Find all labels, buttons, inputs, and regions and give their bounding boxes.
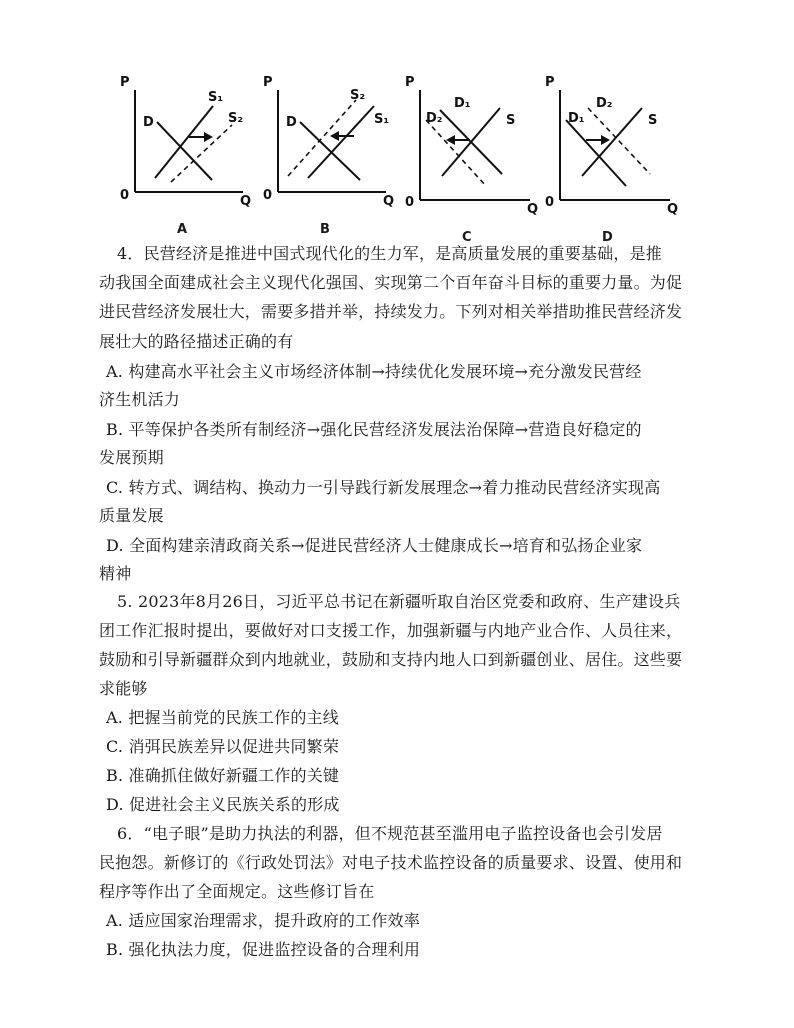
label-d1: D₁ <box>568 111 585 126</box>
supply-demand-graphs <box>0 70 794 245</box>
label-s: S <box>648 113 658 128</box>
question-4-stem-line: 动我国全面建成社会主义现代化强国、实现第二个百年奋斗目标的重要力量。为促 <box>99 273 683 292</box>
question-5-stem-line: 团工作汇报时提出，要做好对口支援工作，加强新疆与内地产业合作、人员往来， <box>99 621 683 640</box>
q4-option-a[interactable]: A. 构建高水平社会主义市场经济体制→持续优化发展环境→充分激发民营经 <box>106 362 642 381</box>
demand-curve-d1 <box>566 120 626 186</box>
graph-d-plot <box>540 70 690 245</box>
label-d2: D₂ <box>426 111 443 126</box>
origin-label: 0 <box>405 195 415 210</box>
price-axis-label: P <box>405 75 415 90</box>
q6-option-a[interactable]: A. 适应国家治理需求，提升政府的工作效率 <box>106 911 420 930</box>
q4-option-d-cont: 精神 <box>99 564 132 583</box>
q5-option-a[interactable]: A. 把握当前党的民族工作的主线 <box>106 708 339 727</box>
question-5-stem-line: 5. 2023年8月26日，习近平总书记在新疆听取自治区党委和政府、生产建设兵 <box>117 592 681 611</box>
graph-d <box>540 70 690 245</box>
q4-option-c[interactable]: C. 转方式、调结构、换动力一引导践行新发展理念→着力推动民营经济实现高 <box>106 478 661 497</box>
shift-arrow-left <box>330 131 339 141</box>
graph-b-plot <box>258 70 408 245</box>
q4-option-d[interactable]: D. 全面构建亲清政商关系→促进民营经济人士健康成长→培育和弘扬企业家 <box>106 536 643 555</box>
label-s2: S₂ <box>228 111 244 126</box>
q5-option-c[interactable]: C. 消弭民族差异以促进共同繁荣 <box>106 737 340 756</box>
price-axis-label: P <box>545 75 555 90</box>
q5-option-d[interactable]: D. 促进社会主义民族关系的形成 <box>106 795 340 814</box>
demand-curve-d2 <box>426 120 486 186</box>
label-d2: D₂ <box>596 96 613 111</box>
price-axis-label: P <box>120 75 130 90</box>
origin-label: 0 <box>120 188 130 203</box>
graph-c-plot <box>400 70 550 245</box>
shift-arrow-right <box>601 135 610 145</box>
q4-option-c-cont: 质量发展 <box>99 506 164 525</box>
quantity-axis-label: Q <box>240 194 252 209</box>
origin-label: 0 <box>263 188 273 203</box>
question-5-stem-line: 求能够 <box>99 679 148 698</box>
quantity-axis-label: Q <box>383 194 395 209</box>
label-d1: D₁ <box>454 96 471 111</box>
label-s1: S₁ <box>208 90 224 105</box>
quantity-axis-label: Q <box>667 202 679 217</box>
question-5-stem-line: 鼓励和引导新疆群众到内地就业，鼓励和支持内地人口到新疆创业、居住。这些要 <box>99 650 683 669</box>
supply-curve-s <box>582 108 642 176</box>
question-4-stem-line: 4．民营经济是推进中国式现代化的生力军，是高质量发展的重要基础，是推 <box>117 244 662 263</box>
q4-option-b-cont: 发展预期 <box>99 448 164 467</box>
supply-curve-s1 <box>155 106 213 178</box>
graph-c <box>400 70 550 245</box>
price-axis-label: P <box>263 75 273 90</box>
quantity-axis-label: Q <box>527 202 539 217</box>
graph-caption: A <box>177 222 188 237</box>
origin-label: 0 <box>545 195 555 210</box>
supply-curve-s2 <box>171 125 232 182</box>
graph-caption: D <box>602 230 613 245</box>
graph-b <box>258 70 408 245</box>
graph-caption: B <box>320 222 330 237</box>
q4-option-a-cont: 济生机活力 <box>99 390 181 409</box>
label-d: D <box>143 115 154 130</box>
q5-option-b[interactable]: B. 准确抓住做好新疆工作的关键 <box>106 766 340 785</box>
q4-option-b[interactable]: B. 平等保护各类所有制经济→强化民营经济发展法治保障→营造良好稳定的 <box>106 420 642 439</box>
label-s: S <box>506 113 516 128</box>
label-d: D <box>286 115 297 130</box>
graph-a-plot <box>115 70 265 245</box>
label-s1: S₁ <box>374 112 390 127</box>
question-6-stem-line: 程序等作出了全面规定。这些修订旨在 <box>99 882 375 901</box>
question-6-stem-line: 6．“电子眼”是助力执法的利器，但不规范甚至滥用电子监控设备也会引发居 <box>117 824 663 843</box>
q6-option-b[interactable]: B. 强化执法力度，促进监控设备的合理利用 <box>106 940 421 959</box>
question-6-stem-line: 民抱怨。新修订的《行政处罚法》对电子技术监控设备的质量要求、设置、使用和 <box>99 853 683 872</box>
shift-arrow-right <box>204 132 213 142</box>
question-4-stem-line: 进民营经济发展壮大，需要多措并举，持续发力。下列对相关举措助推民营经济发 <box>99 302 683 321</box>
label-s2: S₂ <box>350 88 366 103</box>
graph-caption: C <box>462 230 472 245</box>
graph-a <box>115 70 265 245</box>
question-4-stem-line: 展壮大的路径描述正确的有 <box>99 332 294 351</box>
